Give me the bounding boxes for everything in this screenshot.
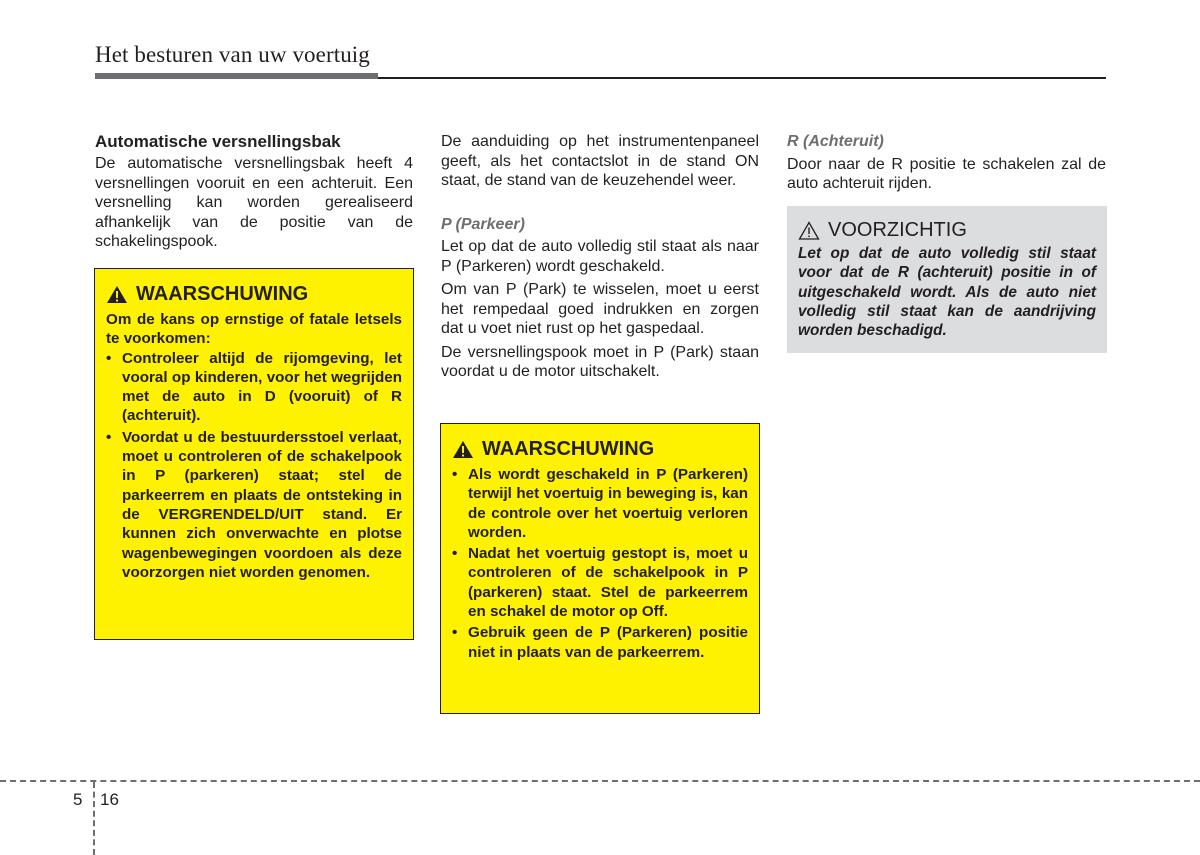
header-rule-accent bbox=[95, 73, 378, 79]
warning-box-1 bbox=[94, 268, 414, 640]
warning-list bbox=[106, 349, 402, 583]
subheading-reverse: R (Achteruit) bbox=[787, 133, 884, 150]
warning-title-text: WAARSCHUWING bbox=[136, 283, 309, 305]
warning-triangle-icon bbox=[452, 440, 474, 459]
intro-paragraph: De automatische versnellingsbak heeft 4 versnellingen vooruit en een achteruit. Een versnelling kan worden gerealiseerd afhankelijk van de positie van de schakelingspook. bbox=[95, 155, 413, 250]
caution-title bbox=[798, 218, 1096, 242]
caution-text: Let op dat de auto volledig stil staat voor dat de R (achteruit) positie in of uitgeschakeld wordt. Als de auto niet volledig stil staat kan de aandrijving worden beschadigd. bbox=[798, 245, 1096, 340]
warning-title bbox=[452, 437, 748, 461]
warning-item: • Als wordt geschakeld in P (Parkeren) terwijl het voertuig in beweging is, kan de controle over het voertuig verloren worden. bbox=[452, 465, 748, 542]
chapter-number: 5 bbox=[73, 790, 83, 809]
section-heading: Automatische versnellingsbak bbox=[95, 132, 341, 151]
footer-rule bbox=[0, 780, 1200, 782]
warning-intro: Om de kans op ernstige of fatale letsels te voorkomen: bbox=[106, 311, 402, 348]
subheading-park: P (Parkeer) bbox=[441, 215, 525, 233]
park-paragraph-3: De versnellingspook moet in P (Park) staan voordat u de motor uitschakelt. bbox=[441, 343, 759, 380]
park-paragraph-2: Om van P (Park) te wisselen, moet u eerst het rempedaal goed indrukken en zorgen dat u voet niet rust op het gaspedaal. bbox=[441, 281, 759, 337]
header-rule bbox=[378, 77, 1106, 79]
warning-list bbox=[452, 465, 748, 662]
warning-title bbox=[106, 282, 402, 306]
indicator-paragraph: De aanduiding op het instrumentenpaneel geeft, als het contactslot in de stand ON staat, de stand van de keuzehendel weer. bbox=[441, 133, 759, 189]
column-3 bbox=[787, 132, 1106, 194]
warning-box-2 bbox=[440, 423, 760, 714]
footer-divider bbox=[93, 782, 95, 855]
warning-title-text: WAARSCHUWING bbox=[482, 438, 655, 460]
warning-item: • Voordat u de bestuurdersstoel verlaat, moet u controleren of de schakelpook in P (parkeren) staat; stel de parkeerrem en plaats de ontsteking in de VERGRENDELD/UIT stand. Er kunnen zich onverwachte en plotse wagenbewegingen voordoen als deze voorzorgen niet worden genomen. bbox=[106, 428, 402, 582]
warning-item: • Controleer altijd de rijomgeving, let vooral op kinderen, voor het wegrijden met de auto in D (vooruit) of R (achteruit). bbox=[106, 349, 402, 426]
caution-title-text: VOORZICHTIG bbox=[828, 219, 967, 241]
page-number: 16 bbox=[100, 790, 119, 809]
park-paragraph-1: Let op dat de auto volledig stil staat als naar P (Parkeren) wordt geschakeld. bbox=[441, 238, 759, 275]
warning-triangle-icon bbox=[106, 285, 128, 304]
column-1 bbox=[95, 132, 413, 252]
column-2 bbox=[441, 132, 759, 382]
page-header-title: Het besturen van uw voertuig bbox=[95, 42, 370, 67]
warning-item: • Nadat het voertuig gestopt is, moet u controleren of de schakelpook in P (parkeren) staat. Stel de parkeerrem en schakel de motor op Off. bbox=[452, 544, 748, 621]
warning-item: • Gebruik geen de P (Parkeren) positie niet in plaats van de parkeerrem. bbox=[452, 623, 748, 662]
caution-box bbox=[787, 206, 1107, 353]
reverse-paragraph: Door naar de R positie te schakelen zal de auto achteruit rijden. bbox=[787, 155, 1106, 192]
caution-triangle-icon bbox=[798, 221, 820, 240]
